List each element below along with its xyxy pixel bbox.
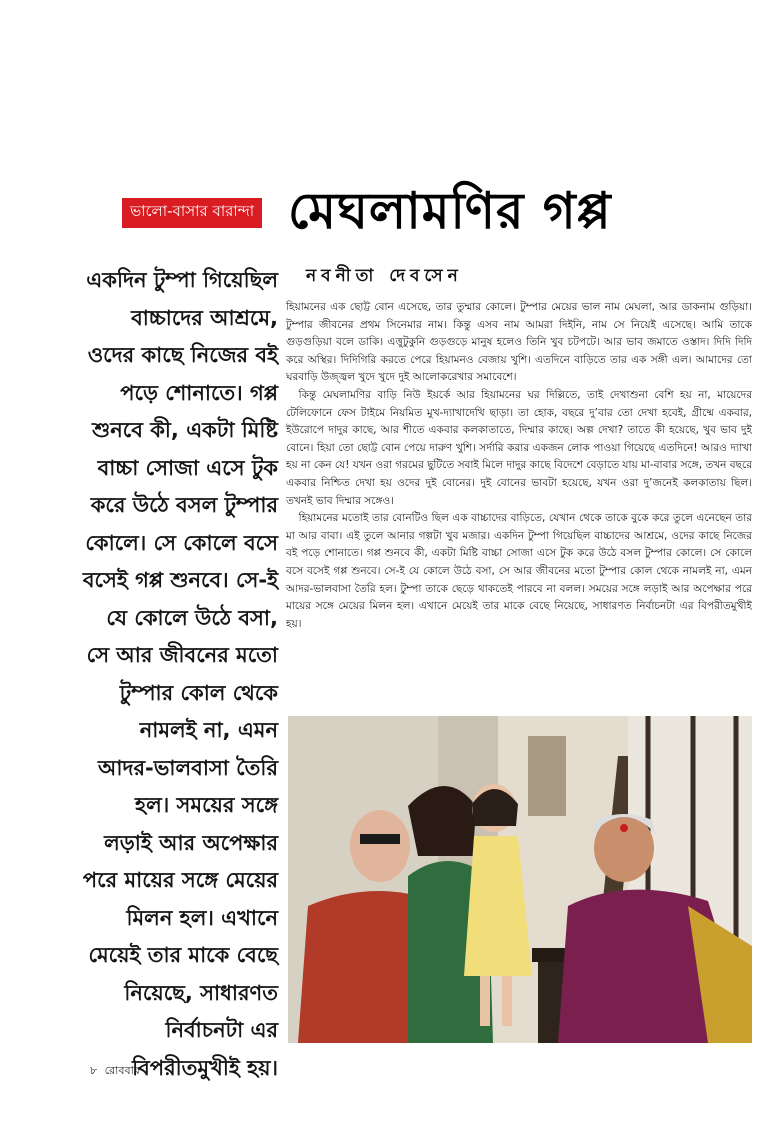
section-tag: ভালো-বাসার বারান্দা [122,198,262,228]
article-paragraph: কিন্তু মেঘলামণির বাড়ি নিউ ইয়র্কে আর হিয়ামনের ঘর দিল্লিতে, তাই দেখাশুনা বেশি হয় না, মায়েদের টেলিফোনে ফেস টাইমে নিয়মিত মুখ-দ্যাখাদেখি ছাড়া। তা হোক, বছরে দু’বার তো দেখা হবেই, গ্রীষ্মে একবার, ইউরোপে দাদুর কাছে, আর শীতে একবার কলকাতাতে, দিম্মার কাছে। অল্প দেখা? তাতে কী হয়েছে, খুব ভাব দুই বোনে। হিয়া তো ছোট্ট বোন পেয়ে দারুণ খুশি। সর্দারি করার একজন লোক পাওয়া গিয়েছে এতদিনে! আরও দ্যাখা হয় না কেন যে! যখন ওরা গরমের ছুটিতে সবাই মিলে দাদুর কাছে বিদেশে বেড়াতে যায় মা-বাবার সঙ্গে, তখন বছরে একবার নিশ্চিত দেখা হয় ওদের দুই বোনের। দুই বোনের ভাবটা হয়েছে, যখন ওরা দু’জনেই কলকাতায় ছিল। তখনই ভাব দিম্মার সঙ্গেও। [286,388,752,507]
article-paragraph: হিয়ামনের মতোই তার বোনটিও ছিল এক বাচ্চাদের বাড়িতে, যেখান থেকে তাকে বুকে করে তুলে এনেছেন তার মা আর বাবা। এই তুলে আনার গল্পটা খুব মজার। একদিন টুম্পা গিয়েছিল বাচ্চাদের আশ্রমে, ওদের কাছে নিজের বই পড়ে শোনাতে। গপ্প শুনবে কী, একটা মিষ্টি বাচ্চা সোজা এসে টুক করে উঠে বসল টুম্পার কোলে। সে কোলে বসে বসেই গপ্প শুনবে। সে-ই যে কোলে উঠে বসা, সে আর জীবনের মতো টুম্পার কোল থেকে নামলই না, এমন আদর-ভালবাসা তৈরি হল। টুম্পা তাকে ছেড়ে থাকতেই পারবে না বলল। সময়ের সঙ্গে লড়াই আর অপেক্ষার পরে মায়ের সঙ্গে মেয়ের মিলন হল। এখানে মেয়েই তার মাকে বেছে নিয়েছে, সাধারণত নির্বাচনটা এর বিপরীতমুখীই হয়। [286,512,752,630]
article-paragraph: হিয়ামনের এক ছোট্ট বোন এসেছে, তার তুম্মার কোলে। টুম্পার মেয়ের ভাল নাম মেঘলা, আর ডাকনাম গুড়িয়া। টুম্পার জীবনের প্রথম সিনেমার নাম। কিন্তু এসব নাম আমরা দিইনি, নাম সে নিয়েই এসেছে। আমি তাকে গুড়গুড়িয়া বলে ডাকি। এত্তুটুকুনি গুড়গুড়ে মানুষ হলেও তিনি খুব চটপটে। আর ভাব জমাতে ওস্তাদ। দিদি দিদি করে অস্থির। দিদিগিরি করতে পেরে হিয়ামনও বেজায় খুশি। এতদিনে বাড়িতে তার এক সঙ্গী এল। আমাদের তো ঘরবাড়ি উজ্জ্বল খুদে খুদে দুই আলোকরেখার সমাবেশে। [286,301,752,384]
page-number: ৮ [90,1064,98,1077]
publication-name: রোববার [104,1064,140,1077]
article-title: মেঘলামণির গপ্প [288,182,612,240]
article-body [286,299,752,633]
page-footer [90,1062,140,1081]
family-photo [288,716,752,1043]
author-byline: নবনীতা দেবসেন [306,266,463,286]
pull-quote: একদিন টুম্পা গিয়েছিল বাচ্চাদের আশ্রমে, ওদের কাছে নিজের বই পড়ে শোনাতে। গপ্প শুনবে কী, একটা মিষ্টি বাচ্চা সোজা এসে টুক করে উঠে বসল টুম্পার কোলে। সে কোলে বসে বসেই গপ্প শুনবে। সে-ই যে কোলে উঠে বসা, সে আর জীবনের মতো টুম্পার কোল থেকে নামলই না, এমন আদর-ভালবাসা তৈরি হল। সময়ের সঙ্গে লড়াই আর অপেক্ষার পরে মায়ের সঙ্গে মেয়ের মিলন হল। এখানে মেয়েই তার মাকে বেছে নিয়েছে, সাধারণত নির্বাচনটা এর বিপরীতমুখীই হয়। [82,268,278,1080]
